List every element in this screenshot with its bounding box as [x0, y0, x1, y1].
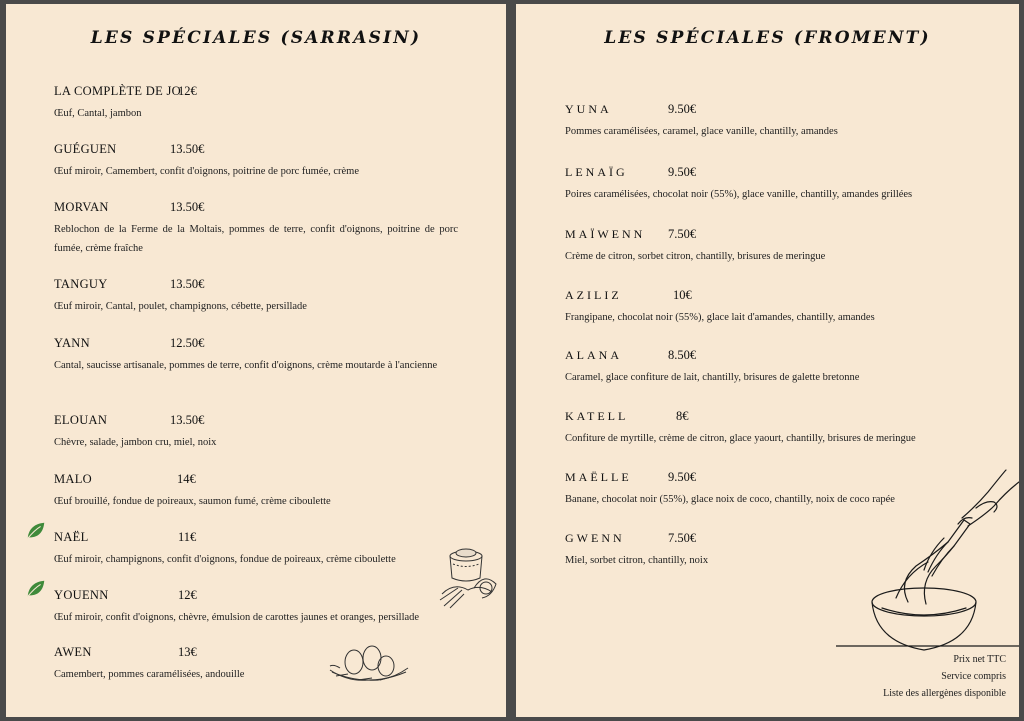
item-description: Pommes caramélisées, caramel, glace vanille, chantilly, amandes — [565, 126, 838, 137]
item-name: GUÉGUEN — [54, 142, 117, 156]
menu-item-katell — [565, 409, 985, 448]
footer-service-note: Service compris — [941, 671, 1006, 682]
item-name: GWENN — [565, 531, 625, 545]
item-name: MALO — [54, 472, 93, 486]
item-description: Reblochon de la Ferme de la Moltais, pommes de terre, confit d'oignons, poitrine de porc fumée, crème fraîche — [54, 224, 458, 254]
item-name: MORVAN — [54, 200, 109, 214]
item-name: AWEN — [54, 645, 92, 659]
menu-item-malo — [54, 472, 458, 511]
item-price: 7.50€ — [668, 531, 697, 545]
item-description: Chèvre, salade, jambon cru, miel, noix — [54, 437, 217, 448]
item-price: 14€ — [177, 472, 196, 486]
leaf-icon — [25, 578, 47, 600]
item-name: ALANA — [565, 348, 622, 362]
item-name: YOUENN — [54, 588, 109, 602]
item-price: 10€ — [673, 288, 692, 302]
item-description: Œuf miroir, confit d'oignons, chèvre, émulsion de carottes jaunes et oranges, persillade — [54, 612, 420, 623]
item-description: Cantal, saucisse artisanale, pommes de terre, confit d'oignons, crème moutarde à l'ancienne — [54, 360, 438, 371]
item-description: Poires caramélisées, chocolat noir (55%), glace vanille, chantilly, amandes grillées — [565, 189, 913, 200]
menu-item-youenn — [54, 588, 458, 627]
item-name: TANGUY — [54, 277, 108, 291]
item-price: 7.50€ — [668, 227, 697, 241]
menu-page-sarrasin — [6, 4, 506, 717]
menu-item-aziliz — [565, 288, 985, 327]
item-description: Miel, sorbet citron, chantilly, noix — [565, 555, 709, 566]
item-name: MAÏWENN — [565, 227, 646, 241]
item-description: Camembert, pommes caramélisées, andouille — [54, 669, 245, 680]
item-price: 12€ — [178, 84, 197, 98]
item-name: LA COMPLÈTE DE JO — [54, 84, 181, 98]
menu-item-tanguy — [54, 277, 458, 316]
page-title: LES SPÉCIALES (FROMENT) — [604, 28, 931, 48]
item-price: 13.50€ — [170, 142, 205, 156]
item-description: Confiture de myrtille, crème de citron, glace yaourt, chantilly, brisures de meringue — [565, 433, 916, 444]
menu-item-alana — [565, 348, 985, 387]
item-price: 13€ — [178, 645, 197, 659]
item-description: Banane, chocolat noir (55%), glace noix de coco, chantilly, noix de coco rapée — [565, 494, 895, 505]
item-description: Caramel, glace confiture de lait, chantilly, brisures de galette bretonne — [565, 372, 860, 383]
menu-item-complete-de-jo — [54, 84, 458, 123]
menu-item-gueguen — [54, 142, 458, 181]
item-description: Œuf miroir, Camembert, confit d'oignons, poitrine de porc fumée, crème — [54, 166, 360, 177]
menu-page-froment — [516, 4, 1019, 717]
item-price: 11€ — [178, 530, 197, 544]
item-name: YUNA — [565, 102, 612, 116]
item-name: ELOUAN — [54, 413, 108, 427]
menu-item-elouan — [54, 413, 458, 452]
menu-item-lenaig — [565, 165, 985, 204]
item-name: YANN — [54, 336, 90, 350]
item-price: 12.50€ — [170, 336, 205, 350]
item-price: 8€ — [676, 409, 689, 423]
item-name: LENAÏG — [565, 165, 628, 179]
item-price: 13.50€ — [170, 200, 205, 214]
page-title: LES SPÉCIALES (SARRASIN) — [90, 28, 422, 48]
item-name: NAËL — [54, 530, 89, 544]
whisk-bowl-illustration — [836, 462, 1019, 657]
item-description: Œuf miroir, Cantal, poulet, champignons, cébette, persillade — [54, 301, 307, 312]
item-description: Œuf, Cantal, jambon — [54, 108, 142, 119]
item-description: Frangipane, chocolat noir (55%), glace lait d'amandes, chantilly, amandes — [565, 312, 875, 323]
item-price: 9.50€ — [668, 102, 697, 116]
item-price: 13.50€ — [170, 277, 205, 291]
item-price: 8.50€ — [668, 348, 697, 362]
footer-price-note: Prix net TTC — [953, 654, 1006, 665]
item-description: Œuf brouillé, fondue de poireaux, saumon fumé, crème ciboulette — [54, 496, 331, 507]
menu-item-nael — [54, 530, 458, 569]
item-price: 9.50€ — [668, 165, 697, 179]
item-description: Crème de citron, sorbet citron, chantilly, brisures de meringue — [565, 251, 826, 262]
menu-item-yann — [54, 336, 458, 375]
eggs-nest-illustration — [328, 640, 410, 688]
footer-allergens-note: Liste des allergènes disponible — [883, 688, 1006, 699]
menu-item-morvan — [54, 200, 458, 258]
item-price: 13.50€ — [170, 413, 205, 427]
menu-item-yuna — [565, 102, 985, 141]
item-price: 9.50€ — [668, 470, 697, 484]
item-price: 12€ — [178, 588, 197, 602]
flour-jar-illustration — [434, 544, 506, 610]
item-name: AZILIZ — [565, 288, 622, 302]
leaf-icon — [25, 520, 47, 542]
item-name: KATELL — [565, 409, 629, 423]
item-name: MAËLLE — [565, 470, 632, 484]
menu-item-maiwenn — [565, 227, 985, 266]
item-description: Œuf miroir, champignons, confit d'oignons, fondue de poireaux, crème ciboulette — [54, 554, 396, 565]
